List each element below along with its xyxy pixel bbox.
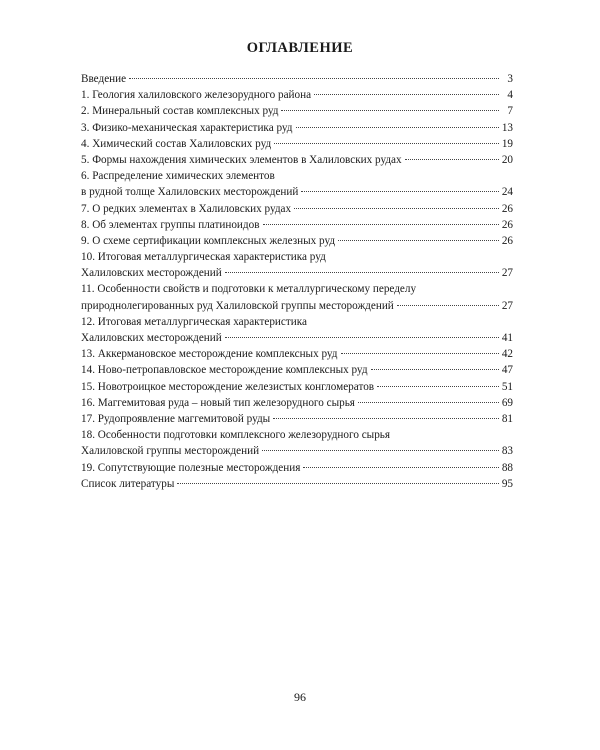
toc-entry-page: 26 — [501, 218, 513, 231]
toc-leader-dots — [301, 191, 499, 192]
toc-leader-dots — [129, 78, 499, 79]
toc-entry-text: 5. Формы нахождения химических элементов в Халиловских рудах — [81, 153, 402, 166]
toc-entry-text: 8. Об элементах группы платиноидов — [81, 218, 260, 231]
toc-entry-text: 2. Минеральный состав комплексных руд — [81, 105, 279, 118]
toc-entry — [81, 87, 513, 103]
toc-entry — [81, 460, 513, 476]
toc-entry-page: 95 — [501, 477, 513, 490]
toc-leader-dots — [262, 450, 499, 451]
toc-entry-text: 19. Сопутствующие полезные месторождения — [81, 461, 301, 474]
toc-entry — [81, 201, 513, 217]
toc-entry — [81, 443, 513, 459]
toc-entry-page: 41 — [501, 332, 513, 344]
toc-leader-dots — [303, 467, 499, 468]
toc-leader-dots — [397, 305, 499, 306]
toc-entry — [81, 427, 513, 443]
toc-leader-dots — [274, 143, 499, 144]
toc-entry-text: 4. Химический состав Халиловских руд — [81, 137, 272, 150]
toc-entry-page: 51 — [501, 380, 513, 393]
toc-entry — [81, 379, 513, 395]
toc-entry — [81, 298, 513, 314]
toc-leader-dots — [281, 110, 499, 111]
toc-entry — [81, 120, 513, 136]
toc-entry-page: 3 — [507, 73, 513, 85]
toc-entry — [81, 476, 513, 492]
toc-leader-dots — [371, 369, 499, 370]
toc-entry-page: 26 — [501, 202, 513, 215]
toc-entry-text: 11. Особенности свойств и подготовки к металлургическому переделу — [81, 283, 417, 296]
toc-entry — [81, 136, 513, 152]
toc-entry-page: 4 — [507, 89, 513, 102]
toc-entry-text: 12. Итоговая металлургическая характеристика — [81, 315, 307, 328]
toc-entry — [81, 233, 513, 249]
toc-entry-page: 13 — [501, 121, 513, 134]
toc-entry-page: 47 — [501, 364, 513, 377]
toc-leader-dots — [314, 94, 499, 95]
toc-leader-dots — [338, 240, 499, 241]
toc-entry-text: Халиловской группы месторождений — [81, 445, 260, 458]
toc-leader-dots — [296, 127, 500, 128]
toc-entry-text: Халиловских месторождений — [81, 332, 222, 344]
toc-entry — [81, 281, 513, 297]
toc-entry — [81, 346, 513, 362]
toc-entry-text: 10. Итоговая металлургическая характеристика руд — [81, 251, 326, 264]
toc-entry-page: 83 — [501, 445, 513, 458]
toc-entry-text: в рудной толще Халиловских месторождений — [81, 186, 299, 199]
toc-entry-text: 7. О редких элементах в Халиловских рудах — [81, 202, 292, 215]
toc-entry — [81, 184, 513, 200]
toc-entry — [81, 103, 513, 119]
toc-leader-dots — [294, 208, 499, 209]
toc-entry-text: 3. Физико-механическая характеристика руд — [81, 121, 293, 134]
toc-entry-page: 24 — [501, 186, 513, 199]
toc-entry-text: 18. Особенности подготовки комплексного железорудного сырья — [81, 429, 391, 442]
toc-entry-text: 13. Аккермановское месторождение комплексных руд — [81, 348, 338, 361]
page-number: 96 — [294, 690, 306, 704]
toc-entry-text: 14. Ново-петропавловское месторождение комплексных руд — [81, 364, 368, 377]
toc-entry — [81, 362, 513, 378]
toc-leader-dots — [273, 418, 499, 419]
toc-entry — [81, 152, 513, 168]
toc-entry-page: 20 — [501, 153, 513, 166]
toc-entry-page: 7 — [507, 105, 513, 118]
toc-entry — [81, 249, 513, 265]
toc-entry-text: 17. Рудопроявление маггемитовой руды — [81, 412, 271, 425]
toc-leader-dots — [358, 402, 499, 403]
toc-entry-text: 6. Распределение химических элементов — [81, 170, 275, 183]
toc-entry-text: 1. Геология халиловского железорудного района — [81, 89, 312, 102]
toc-entry — [81, 330, 513, 346]
toc-entry — [81, 265, 513, 281]
toc-entry-text: природнолегированных руд Халиловской группы месторождений — [81, 299, 394, 312]
toc-leader-dots — [341, 353, 500, 354]
toc-entry — [81, 168, 513, 184]
toc-entry-text: 9. О схеме сертификации комплексных железных руд — [81, 234, 336, 247]
toc-entry-text: Введение — [81, 73, 127, 85]
toc-title: ОГЛАВЛЕНИЕ — [246, 40, 354, 56]
toc-entry-text: Халиловских месторождений — [81, 267, 222, 280]
toc-entry-page: 88 — [501, 461, 513, 474]
toc-entry-page: 27 — [501, 299, 513, 312]
toc-entry-page: 42 — [501, 348, 513, 361]
toc-leader-dots — [377, 386, 499, 387]
toc-leader-dots — [225, 272, 499, 273]
toc-entry — [81, 217, 513, 233]
toc-entry — [81, 395, 513, 411]
toc-entry-page: 81 — [501, 412, 513, 425]
toc-entry — [81, 71, 513, 87]
toc-entry — [81, 314, 513, 330]
table-of-contents — [81, 71, 513, 492]
toc-leader-dots — [225, 337, 499, 338]
toc-entry-page: 27 — [501, 267, 513, 280]
toc-entry — [81, 411, 513, 427]
toc-entry-page: 26 — [501, 234, 513, 247]
toc-entry-text: 15. Новотроицкое месторождение железистых конгломератов — [81, 380, 375, 393]
toc-leader-dots — [177, 483, 499, 484]
toc-entry-page: 69 — [501, 396, 513, 409]
toc-entry-text: 16. Маггемитовая руда – новый тип железорудного сырья — [81, 396, 355, 409]
toc-entry-page: 19 — [501, 137, 513, 150]
toc-leader-dots — [263, 224, 500, 225]
toc-entry-text: Список литературы — [81, 477, 175, 490]
toc-leader-dots — [405, 159, 499, 160]
